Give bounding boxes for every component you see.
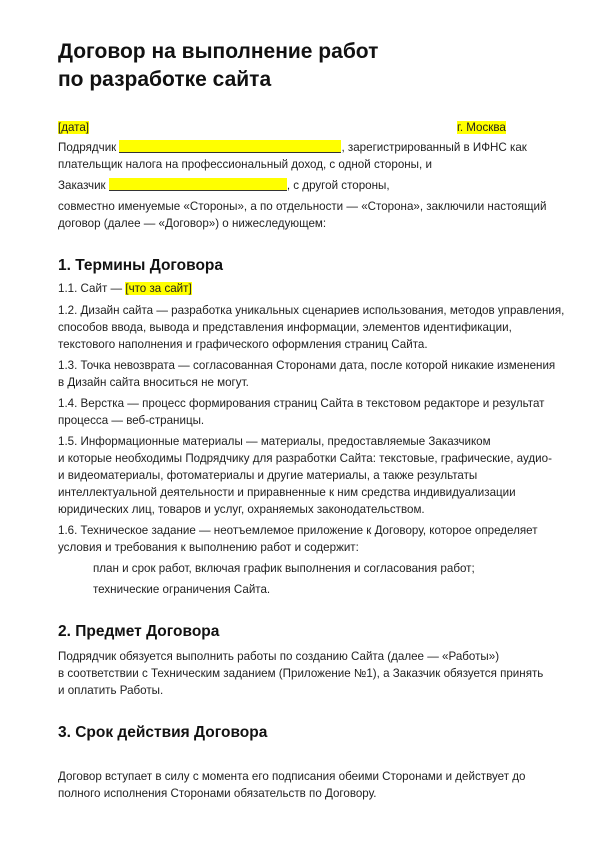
intro-line-1: совместно именуемые «Стороны», а по отдельности — «Сторона», заключили настоящий [58, 200, 547, 213]
term-1-5-line-2: и которые необходимы Подрядчику для разработки Сайта: текстовые, графические, аудио- [58, 452, 552, 465]
customer-name-blank[interactable] [109, 178, 287, 191]
term-1-3-line-2: в Дизайн сайта вноситься не могут. [58, 376, 249, 389]
intro-line-2: договор (далее — «Договор») о нижеследующем: [58, 217, 327, 230]
contractor-name-blank[interactable] [119, 140, 341, 153]
term-1-5-line-3: и видеоматериалы, фотоматериалы и другие материалы, а также результаты [58, 469, 478, 482]
section-3-heading: 3. Срок действия Договора [58, 724, 268, 741]
section-2-heading: 2. Предмет Договора [58, 623, 220, 640]
city-field[interactable] [457, 119, 506, 136]
list-item: технические ограничения Сайта. [93, 583, 271, 596]
date-placeholder[interactable]: [дата] [58, 121, 90, 134]
term-1-6-line-1: 1.6. Техническое задание — неотъемлемое приложение к Договору, которое определяет [58, 524, 538, 537]
list-item: план и срок работ, включая график выполнения и согласования работ; [93, 562, 475, 575]
term-1-5-line-1: 1.5. Информационные материалы — материалы, предоставляемые Заказчиком [58, 435, 491, 448]
term-1-5-line-4: интеллектуальной деятельности и приравненные к ним средства индивидуализации [58, 486, 516, 499]
term-1-3-line-1: 1.3. Точка невозврата — согласованная Сторонами дата, после которой никакие изменения [58, 359, 556, 372]
term-1-2-line-3: текстового наполнения и графического оформления страниц Сайта. [58, 338, 428, 351]
term-1-6-line-2: условия и требования к выполнению работ и содержит: [58, 541, 359, 554]
customer-line [58, 177, 390, 194]
section-3-line-1: Договор вступает в силу с момента его подписания обеими Сторонами и действует до [58, 770, 526, 783]
site-placeholder[interactable]: [что за сайт] [125, 282, 192, 295]
term-1-2-line-1: 1.2. Дизайн сайта — разработка уникальных сценариев использования, методов управления, [58, 304, 565, 317]
contractor-line-cont: плательщик налога на профессиональный доход, с одной стороны, и [58, 158, 432, 171]
term-1-4-line-2: процесса — веб-страницы. [58, 414, 205, 427]
city-value[interactable]: г. Москва [457, 121, 506, 134]
section-2-line-3: и оплатить Работы. [58, 684, 164, 697]
section-3-line-2: полного исполнения Сторонами обязательств по Договору. [58, 787, 377, 800]
title-line-2: по разработке сайта [58, 68, 272, 91]
customer-label-after: , с другой стороны, [286, 179, 390, 192]
section-2-line-1: Подрядчик обязуется выполнить работы по созданию Сайта (далее — «Работы») [58, 650, 500, 663]
title-line-1: Договор на выполнение работ [58, 40, 379, 63]
contractor-line [58, 139, 527, 156]
contractor-label: Подрядчик [58, 141, 120, 154]
contractor-label-after: , зарегистрированный в ИФНС как [341, 141, 527, 154]
date-field[interactable] [58, 119, 89, 136]
section-2-line-2: в соответствии с Техническим заданием (Приложение №1), а Заказчик обязуется принять [58, 667, 544, 680]
term-1-1-label: 1.1. Сайт — [58, 282, 126, 295]
term-1-5-line-5: юридических лиц, товаров и услуг, охраняемых законодательством. [58, 503, 425, 516]
document-title [58, 38, 378, 94]
customer-label: Заказчик [58, 179, 109, 192]
term-1-2-line-2: способов ввода, вывода и представления информации, элементов идентификации, [58, 321, 512, 334]
term-1-1 [58, 280, 192, 297]
section-1-heading: 1. Термины Договора [58, 257, 224, 274]
term-1-4-line-1: 1.4. Верстка — процесс формирования страниц Сайта в текстовом редакторе и результат [58, 397, 545, 410]
